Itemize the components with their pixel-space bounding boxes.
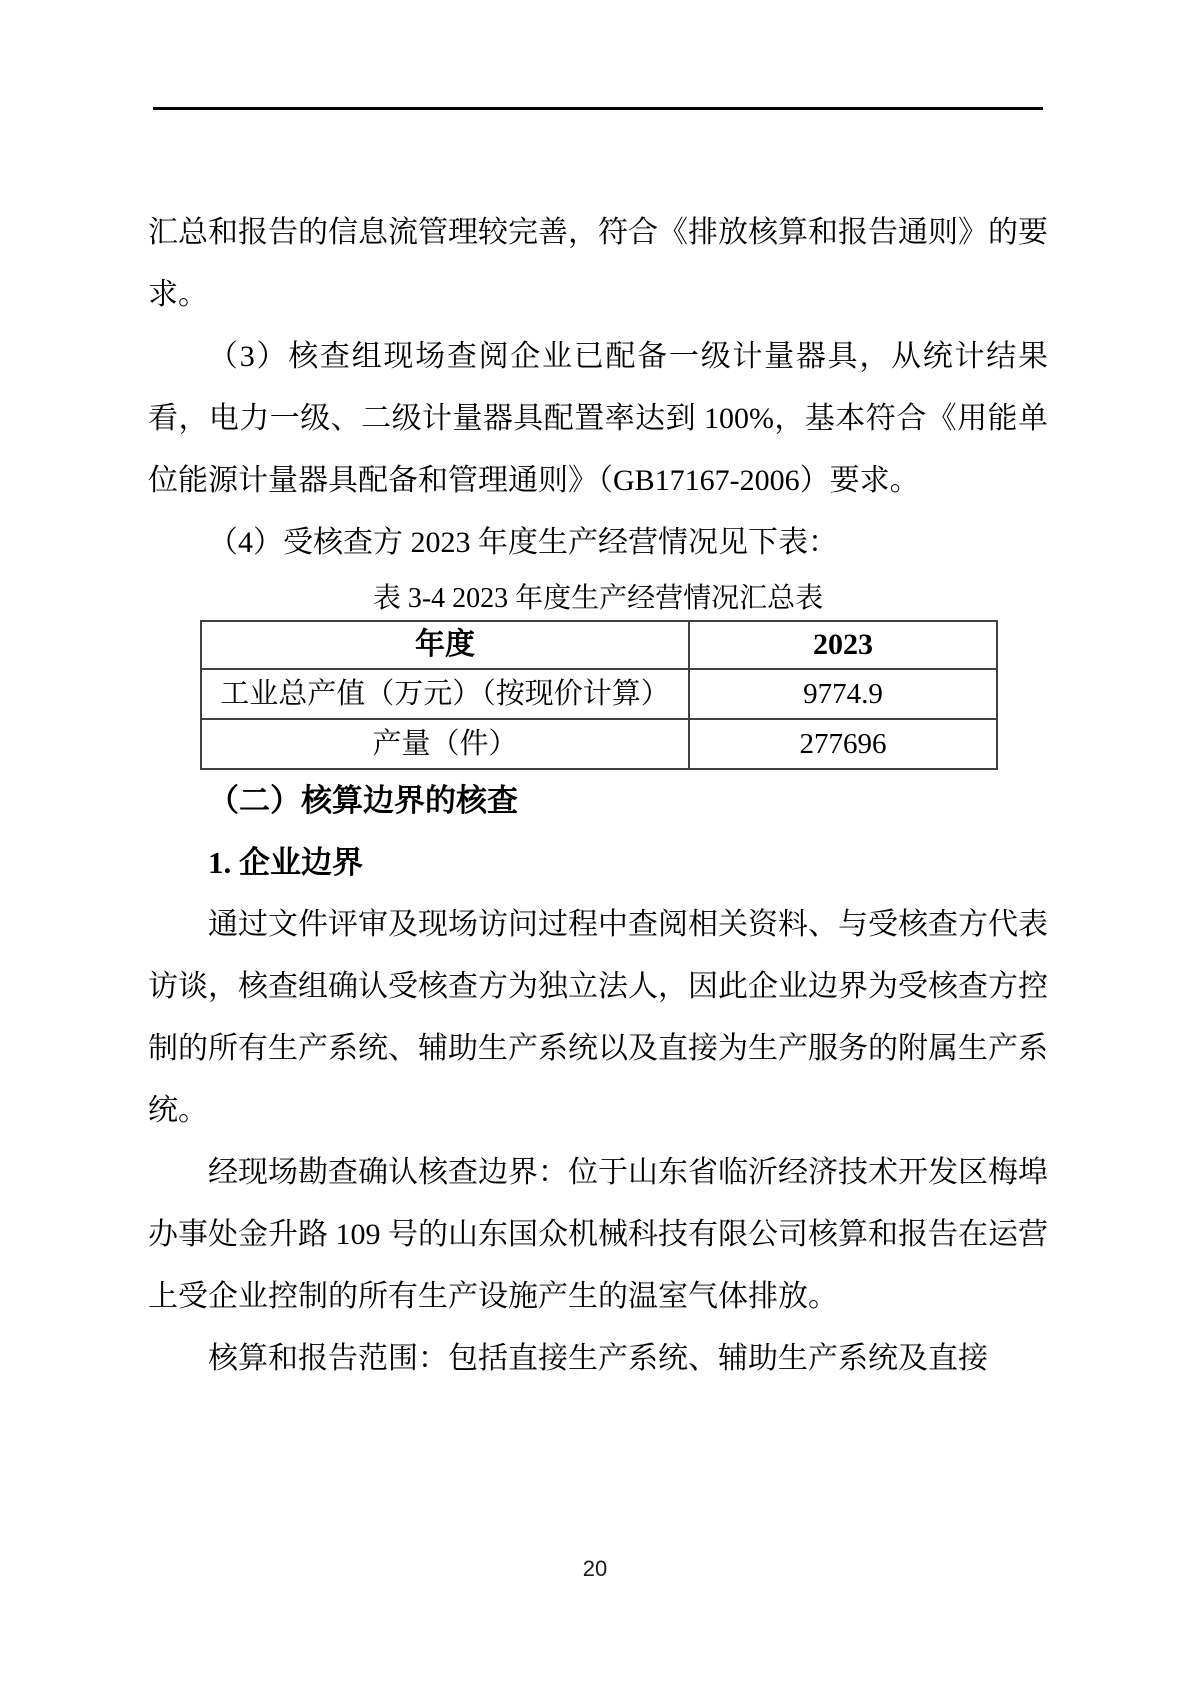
section-heading-boundary-verification: （二）核算边界的核查 [208, 783, 518, 818]
table-caption: 表 3-4 2023 年度生产经营情况汇总表 [372, 583, 824, 614]
header-rule [153, 107, 1043, 110]
paragraph-summary-report: 汇总和报告的信息流管理较完善，符合《排放核算和报告通则》的要求。 [148, 216, 1048, 311]
table-cell-production-qty-label: 产量（件） [201, 719, 689, 769]
paragraph-item-3: （3）核查组现场查阅企业已配备一级计量器具，从统计结果看，电力一级、二级计量器具配置率达到 100%，基本符合《用能单位能源计量器具配备和管理通则》（GB17167-2006）要求。 [148, 340, 1048, 497]
table-header-row [201, 621, 997, 669]
table-row-output-value [201, 669, 997, 719]
paragraph-site-boundary: 经现场勘查确认核查边界：位于山东省临沂经济技术开发区梅埠办事处金升路 109 号的山东国众机械科技有限公司核算和报告在运营上受企业控制的所有生产设施产生的温室气体排放。 [148, 1156, 1048, 1313]
page-number: 20 [582, 1556, 608, 1581]
table-header-2023: 2023 [689, 621, 997, 669]
table-cell-output-value-label: 工业总产值（万元）（按现价计算） [201, 669, 689, 719]
paragraph-reporting-scope: 核算和报告范围：包括直接生产系统、辅助生产系统及直接 [208, 1342, 988, 1375]
table-cell-output-value: 9774.9 [689, 669, 997, 719]
sub-heading-enterprise-boundary: 1. 企业边界 [208, 845, 363, 880]
page-content [148, 202, 1048, 1390]
table-cell-production-qty: 277696 [689, 719, 997, 769]
table-row-production-qty [201, 719, 997, 769]
table-header-year: 年度 [201, 621, 689, 669]
production-summary-table [200, 620, 998, 770]
paragraph-enterprise-boundary: 通过文件评审及现场访问过程中查阅相关资料、与受核查方代表访谈，核查组确认受核查方为独立法人，因此企业边界为受核查方控制的所有生产系统、辅助生产系统以及直接为生产服务的附属生产系统。 [148, 908, 1048, 1127]
paragraph-item-4: （4）受核查方 2023 年度生产经营情况见下表： [208, 526, 838, 559]
